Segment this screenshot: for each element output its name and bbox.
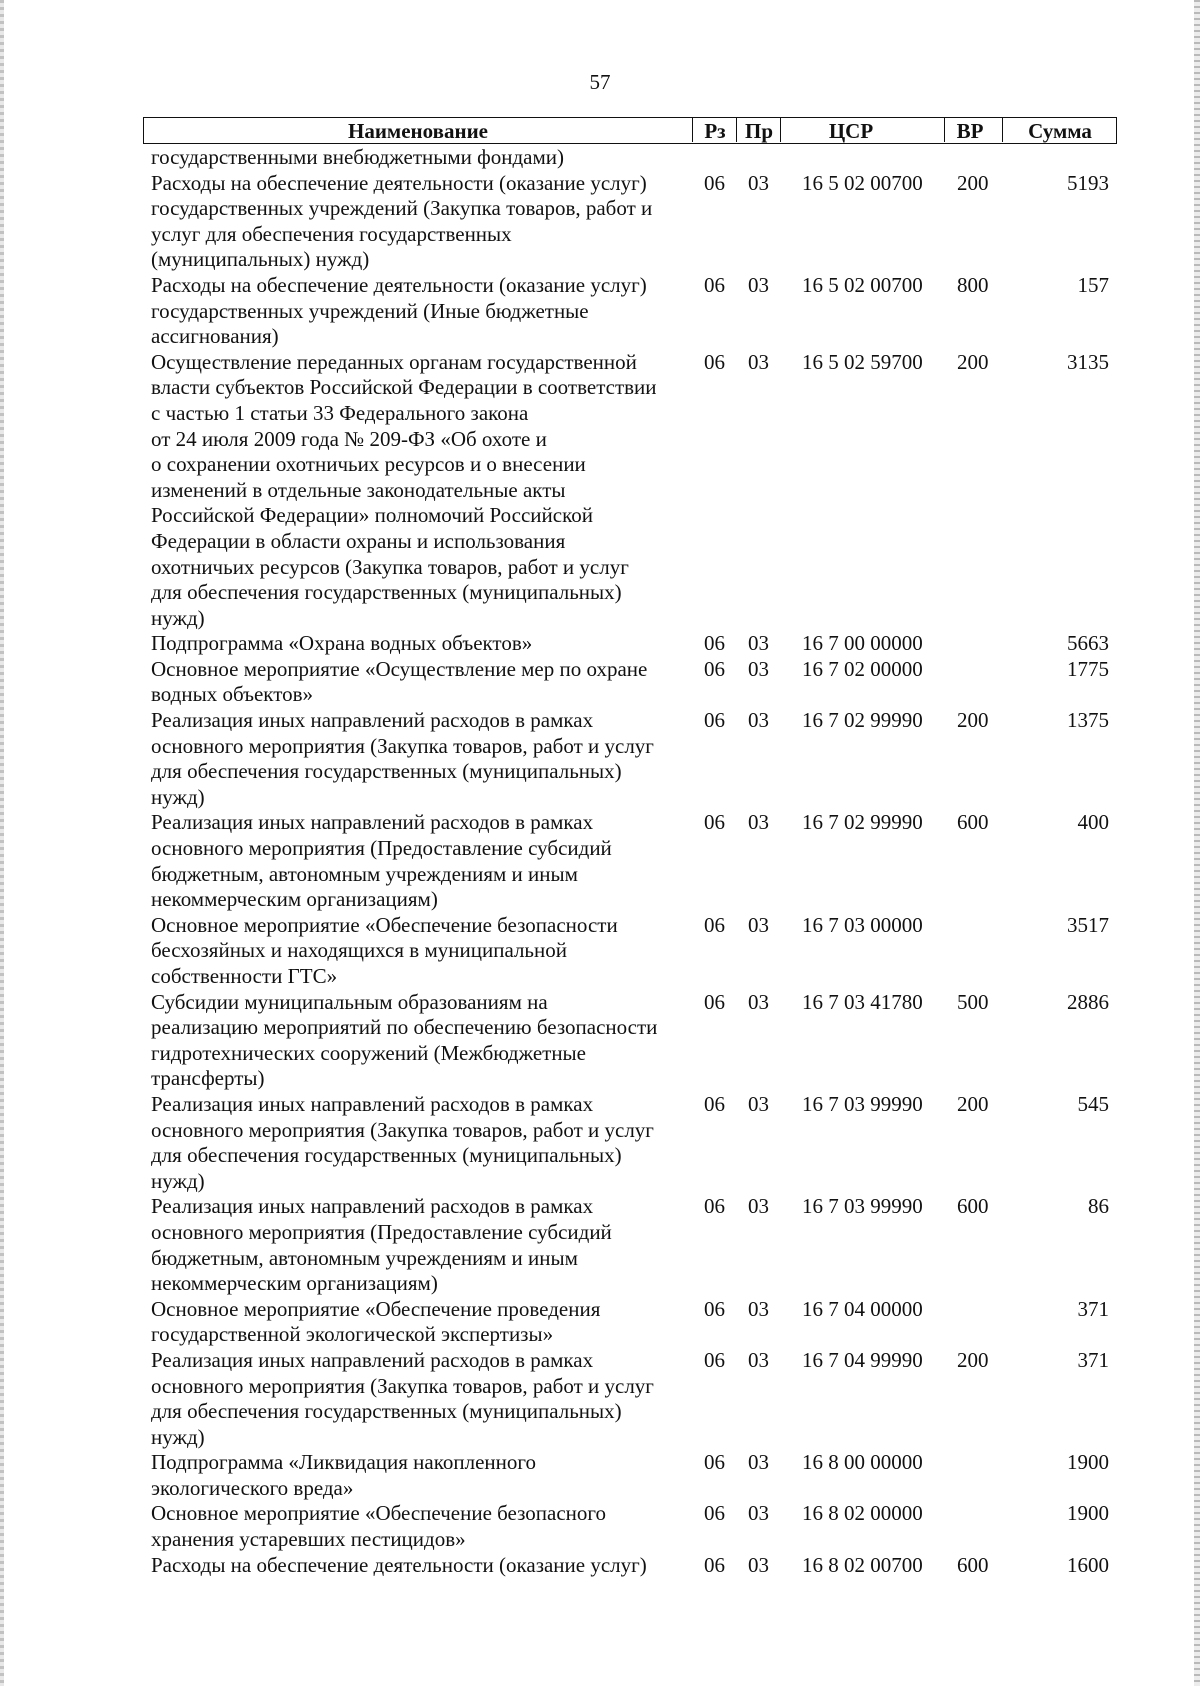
row-name-line: охотничьих ресурсов (Закупка товаров, работ и услуг xyxy=(151,554,629,579)
row-vr: 200 xyxy=(957,170,989,195)
row-csr: 16 7 03 99990 xyxy=(802,1194,923,1219)
row-name-line: Расходы на обеспечение деятельности (оказание услуг) xyxy=(151,1552,647,1577)
row-pr: 03 xyxy=(748,1194,769,1219)
row-name-line: некоммерческим организациям) xyxy=(151,887,438,912)
row-sum: 1900 xyxy=(1067,1501,1109,1526)
row-pr: 03 xyxy=(748,708,769,733)
row-sum: 2886 xyxy=(1067,989,1109,1014)
row-vr: 600 xyxy=(957,810,989,835)
table-row xyxy=(0,708,1200,810)
row-pr: 03 xyxy=(748,1296,769,1321)
row-csr: 16 7 03 99990 xyxy=(802,1091,923,1116)
row-name-line: основного мероприятия (Закупка товаров, работ и услуг xyxy=(151,733,654,758)
row-name-line: Подпрограмма «Охрана водных объектов» xyxy=(151,631,533,656)
row-name-line: нужд) xyxy=(151,1424,205,1449)
header-rz: Рз xyxy=(704,119,726,143)
header-divider xyxy=(780,118,781,142)
table-row xyxy=(0,810,1200,912)
row-sum: 1775 xyxy=(1067,656,1109,681)
row-name-line: Подпрограмма «Ликвидация накопленного xyxy=(151,1450,536,1475)
row-name-line: государственных учреждений (Иные бюджетные xyxy=(151,298,589,323)
row-name-line: реализацию мероприятий по обеспечению безопасности xyxy=(151,1015,658,1040)
table-row xyxy=(0,1553,1200,1579)
table-header xyxy=(143,117,1117,144)
row-pr: 03 xyxy=(748,631,769,656)
row-name-line: нужд) xyxy=(151,1168,205,1193)
header-divider xyxy=(1002,118,1003,142)
row-vr: 200 xyxy=(957,1347,989,1372)
row-name-line: Осуществление переданных органам государственной xyxy=(151,349,637,374)
row-sum: 86 xyxy=(1088,1194,1109,1219)
row-csr: 16 7 04 99990 xyxy=(802,1347,923,1372)
row-csr: 16 8 02 00000 xyxy=(802,1501,923,1526)
row-pr: 03 xyxy=(748,1347,769,1372)
row-pr: 03 xyxy=(748,1091,769,1116)
row-pr: 03 xyxy=(748,1450,769,1475)
row-vr: 200 xyxy=(957,708,989,733)
header-vr: ВР xyxy=(956,119,984,143)
row-name-line: Субсидии муниципальным образованиям на xyxy=(151,989,548,1014)
row-vr: 800 xyxy=(957,272,989,297)
row-pr: 03 xyxy=(748,656,769,681)
table-row xyxy=(0,631,1200,657)
row-csr: 16 5 02 59700 xyxy=(802,349,923,374)
row-name-line: Основное мероприятие «Осуществление мер по охране xyxy=(151,656,648,681)
row-name-line: от 24 июля 2009 года № 209-ФЗ «Об охоте и xyxy=(151,426,547,451)
table-row xyxy=(0,657,1200,708)
row-vr: 600 xyxy=(957,1194,989,1219)
row-pr: 03 xyxy=(748,349,769,374)
row-rz: 06 xyxy=(704,810,725,835)
row-name-line: гидротехнических сооружений (Межбюджетные xyxy=(151,1040,586,1065)
row-rz: 06 xyxy=(704,1296,725,1321)
header-csr: ЦСР xyxy=(828,119,874,143)
table-row xyxy=(0,1501,1200,1552)
row-name-line: бюджетным, автономным учреждениям и иным xyxy=(151,861,578,886)
row-sum: 545 xyxy=(1077,1091,1109,1116)
row-name-line: основного мероприятия (Предоставление субсидий xyxy=(151,1219,612,1244)
row-name-line: Российской Федерации» полномочий Российской xyxy=(151,503,593,528)
page-number: 57 xyxy=(589,70,611,94)
row-name-line: трансферты) xyxy=(151,1066,265,1091)
row-rz: 06 xyxy=(704,1091,725,1116)
row-name-line: (муниципальных) нужд) xyxy=(151,247,370,272)
row-sum: 400 xyxy=(1077,810,1109,835)
row-sum: 1900 xyxy=(1067,1450,1109,1475)
row-rz: 06 xyxy=(704,912,725,937)
row-name-line: нужд) xyxy=(151,784,205,809)
row-pr: 03 xyxy=(748,810,769,835)
continuation-row xyxy=(0,145,1200,171)
row-name-line: Основное мероприятие «Обеспечение проведения xyxy=(151,1296,601,1321)
row-rz: 06 xyxy=(704,631,725,656)
row-name-line: бесхозяйных и находящихся в муниципальной xyxy=(151,938,567,963)
row-name-line: с частью 1 статьи 33 Федерального закона xyxy=(151,400,529,425)
row-sum: 1375 xyxy=(1067,708,1109,733)
row-name-line: государственной экологической экспертизы» xyxy=(151,1322,554,1347)
row-name-line: для обеспечения государственных (муниципальных) xyxy=(151,759,622,784)
row-name-line: изменений в отдельные законодательные акты xyxy=(151,477,566,502)
table-row xyxy=(0,1297,1200,1348)
header-divider xyxy=(736,118,737,142)
row-name-line: Реализация иных направлений расходов в рамках xyxy=(151,810,594,835)
row-name-line: для обеспечения государственных (муниципальных) xyxy=(151,1143,622,1168)
row-sum: 5663 xyxy=(1067,631,1109,656)
row-sum: 3517 xyxy=(1067,912,1109,937)
row-name-line: экологического вреда» xyxy=(151,1475,354,1500)
header-pr: Пр xyxy=(744,119,773,143)
table-row xyxy=(0,990,1200,1092)
row-csr: 16 8 00 00000 xyxy=(802,1450,923,1475)
row-name-line: собственности ГТС» xyxy=(151,964,338,988)
header-name: Наименование xyxy=(348,119,488,143)
row-csr: 16 7 02 99990 xyxy=(802,810,923,835)
row-name-line: Реализация иных направлений расходов в рамках xyxy=(151,1091,594,1116)
table-row xyxy=(0,350,1200,632)
row-sum: 1600 xyxy=(1067,1552,1109,1577)
row-name-line: Основное мероприятие «Обеспечение безопасности xyxy=(151,912,618,937)
row-pr: 03 xyxy=(748,1501,769,1526)
row-csr: 16 8 02 00700 xyxy=(802,1552,923,1577)
row-name-line: Основное мероприятие «Обеспечение безопасного xyxy=(151,1501,607,1526)
row-name-line: государственных учреждений (Закупка товаров, работ и xyxy=(151,196,653,221)
header-divider xyxy=(944,118,945,142)
row-name-line: водных объектов» xyxy=(151,682,314,707)
header-divider xyxy=(692,118,693,142)
row-rz: 06 xyxy=(704,170,725,195)
table-row xyxy=(0,1450,1200,1501)
row-name-line: Реализация иных направлений расходов в рамках xyxy=(151,1347,594,1372)
row-name-line: Федерации в области охраны и использования xyxy=(151,528,566,553)
row-rz: 06 xyxy=(704,708,725,733)
row-name-line: государственными внебюджетными фондами) xyxy=(151,145,565,169)
row-name-line: Реализация иных направлений расходов в рамках xyxy=(151,708,594,733)
row-sum: 3135 xyxy=(1067,349,1109,374)
row-name-line: ассигнования) xyxy=(151,324,279,349)
row-rz: 06 xyxy=(704,989,725,1014)
row-csr: 16 7 02 99990 xyxy=(802,708,923,733)
row-pr: 03 xyxy=(748,1552,769,1577)
row-rz: 06 xyxy=(704,349,725,374)
row-pr: 03 xyxy=(748,989,769,1014)
row-name-line: некоммерческим организациям) xyxy=(151,1271,438,1296)
row-csr: 16 7 03 41780 xyxy=(802,989,923,1014)
row-csr: 16 7 04 00000 xyxy=(802,1296,923,1321)
row-pr: 03 xyxy=(748,912,769,937)
row-sum: 371 xyxy=(1077,1347,1109,1372)
row-name-line: хранения устаревших пестицидов» xyxy=(151,1527,466,1552)
row-vr: 600 xyxy=(957,1552,989,1577)
row-name-line: основного мероприятия (Предоставление субсидий xyxy=(151,836,612,861)
row-csr: 16 7 00 00000 xyxy=(802,631,923,656)
row-name-line: Реализация иных направлений расходов в рамках xyxy=(151,1194,594,1219)
row-pr: 03 xyxy=(748,170,769,195)
row-rz: 06 xyxy=(704,656,725,681)
row-pr: 03 xyxy=(748,272,769,297)
row-csr: 16 7 02 00000 xyxy=(802,656,923,681)
table-row xyxy=(0,1194,1200,1296)
table-body xyxy=(0,145,1200,1578)
row-name-line: для обеспечения государственных (муниципальных) xyxy=(151,580,622,605)
row-name-line: основного мероприятия (Закупка товаров, работ и услуг xyxy=(151,1373,654,1398)
row-csr: 16 5 02 00700 xyxy=(802,170,923,195)
row-vr: 200 xyxy=(957,349,989,374)
row-csr: 16 7 03 00000 xyxy=(802,912,923,937)
row-name-line: услуг для обеспечения государственных xyxy=(151,221,512,246)
row-rz: 06 xyxy=(704,1552,725,1577)
header-sum: Сумма xyxy=(1028,119,1092,143)
row-name-line: Расходы на обеспечение деятельности (оказание услуг) xyxy=(151,170,647,195)
row-name-line: бюджетным, автономным учреждениям и иным xyxy=(151,1245,578,1270)
row-name-line: о сохранении охотничьих ресурсов и о внесении xyxy=(151,452,586,477)
row-rz: 06 xyxy=(704,272,725,297)
row-name-line: для обеспечения государственных (муниципальных) xyxy=(151,1399,622,1424)
row-name-line: Расходы на обеспечение деятельности (оказание услуг) xyxy=(151,272,647,297)
row-rz: 06 xyxy=(704,1194,725,1219)
table-row xyxy=(0,171,1200,273)
row-vr: 500 xyxy=(957,989,989,1014)
table-row xyxy=(0,1348,1200,1450)
row-name-line: нужд) xyxy=(151,605,205,630)
table-row xyxy=(0,273,1200,350)
row-rz: 06 xyxy=(704,1347,725,1372)
row-name-line: власти субъектов Российской Федерации в соответствии xyxy=(151,375,657,400)
row-rz: 06 xyxy=(704,1450,725,1475)
row-sum: 371 xyxy=(1077,1296,1109,1321)
row-vr: 200 xyxy=(957,1091,989,1116)
table-row xyxy=(0,913,1200,990)
table-row xyxy=(0,1092,1200,1194)
row-sum: 5193 xyxy=(1067,170,1109,195)
row-name-line: основного мероприятия (Закупка товаров, работ и услуг xyxy=(151,1117,654,1142)
row-csr: 16 5 02 00700 xyxy=(802,272,923,297)
row-rz: 06 xyxy=(704,1501,725,1526)
row-sum: 157 xyxy=(1077,272,1109,297)
